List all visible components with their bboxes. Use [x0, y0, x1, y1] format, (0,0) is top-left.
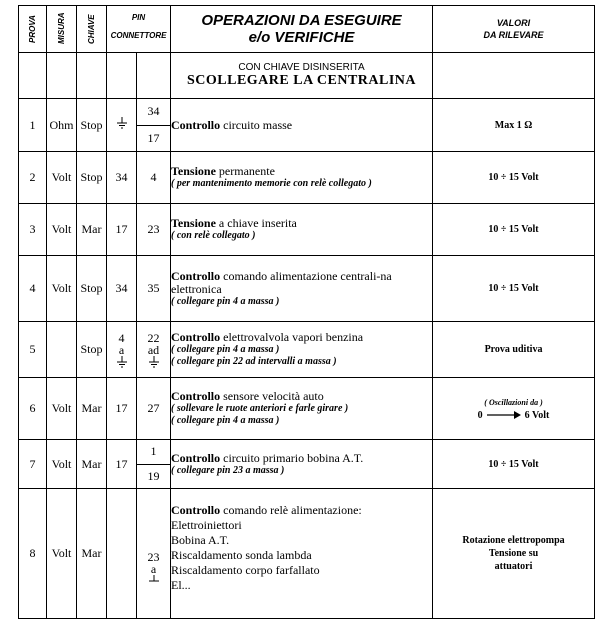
operation-cell: Controllo comando relè alimentazione: Elettroiniettori Bobina A.T. Riscaldamento sonda lambda Riscaldamento corpo farfallato El... [171, 489, 433, 619]
header-chiave: CHIAVE [77, 6, 107, 53]
value-cell: 10 ÷ 15 Volt [433, 152, 595, 204]
value-cell: ( Oscillazioni da ) 0 6 Volt [433, 378, 595, 440]
header-prova: PROVA [19, 6, 47, 53]
value-cell: Max 1 Ω [433, 99, 595, 152]
value-cell: Prova uditiva [433, 322, 595, 378]
procedure-table [18, 5, 595, 619]
operation-cell: Controllo comando alimentazione centrali-na elettronica ( collegare pin 4 a massa ) [171, 256, 433, 322]
table-row: 6 Volt Mar 17 27 Controllo sensore velocità auto ( sollevare le ruote anteriori e farle girare ) ( collegare pin 4 a massa ) ( Oscillazioni da ) 0 6 Volt [19, 378, 595, 440]
ground-symbol-icon [148, 575, 160, 587]
ground-symbol-icon [116, 356, 128, 368]
table-row: 4 Volt Stop 34 35 Controllo comando alimentazione centrali-na elettronica ( collegare pin 4 a massa ) 10 ÷ 15 Volt [19, 256, 595, 322]
table-row: 3 Volt Mar 17 23 Tensione a chiave inserita ( con relè collegato ) 10 ÷ 15 Volt [19, 204, 595, 256]
value-cell: Rotazione elettropompa Tensione su attuatori [433, 489, 595, 619]
ground-cell [107, 99, 137, 152]
header-misura: MISURA [47, 6, 77, 53]
operation-cell: Tensione permanente ( per mantenimento memorie con relè collegato ) [171, 152, 433, 204]
ground-symbol-icon [116, 117, 128, 129]
ground-symbol-icon [148, 356, 160, 368]
arrow-right-icon [487, 411, 521, 419]
value-cell: 10 ÷ 15 Volt [433, 256, 595, 322]
header-operazioni: OPERAZIONI DA ESEGUIRE e/o VERIFICHE [171, 6, 433, 53]
table-row: 7 Volt Mar 17 1 19 Controllo circuito primario bobina A.T. ( collegare pin 23 a massa ) 10 ÷ 15 Volt [19, 440, 595, 489]
table-row: 2 Volt Stop 34 4 Tensione permanente ( per mantenimento memorie con relè collegato ) 10 ÷ 15 Volt [19, 152, 595, 204]
operation-cell: Controllo sensore velocità auto ( sollevare le ruote anteriori e farle girare ) ( collegare pin 4 a massa ) [171, 378, 433, 440]
table-row: 1 Ohm Stop 34 17 Controllo circuito masse Max 1 Ω [19, 99, 595, 152]
header-valori: VALORI DA RILEVARE [433, 6, 595, 53]
operation-cell: Controllo circuito primario bobina A.T. ( collegare pin 23 a massa ) [171, 440, 433, 489]
operation-cell: Controllo elettrovalvola vapori benzina ( collegare pin 4 a massa ) ( collegare pin 22 ad intervalli a massa ) [171, 322, 433, 378]
value-cell: 10 ÷ 15 Volt [433, 440, 595, 489]
value-cell: 10 ÷ 15 Volt [433, 204, 595, 256]
operation-cell: Tensione a chiave inserita ( con relè collegato ) [171, 204, 433, 256]
operation-cell: Controllo circuito masse [171, 99, 433, 152]
table-row: 8 Volt Mar 23 a Controllo comando relè alimentazione: Elettroiniettori Bobina A.T. Riscaldamento sonda lambda Riscaldamento corpo farfallato El... Rotazione elettropompa Tensione su attuatori [19, 489, 595, 619]
intro-cell: CON CHIAVE DISINSERITA SCOLLEGARE LA CENTRALINA [171, 53, 433, 99]
header-pin-connettore: PIN CONNETTORE [107, 6, 171, 53]
table-row: 5 Stop 4 a 22 ad Controllo elettrovalvola vapori benzina ( collegare pin 4 a massa ) ( collegare pin 22 ad intervalli a massa ) Prova uditiva [19, 322, 595, 378]
